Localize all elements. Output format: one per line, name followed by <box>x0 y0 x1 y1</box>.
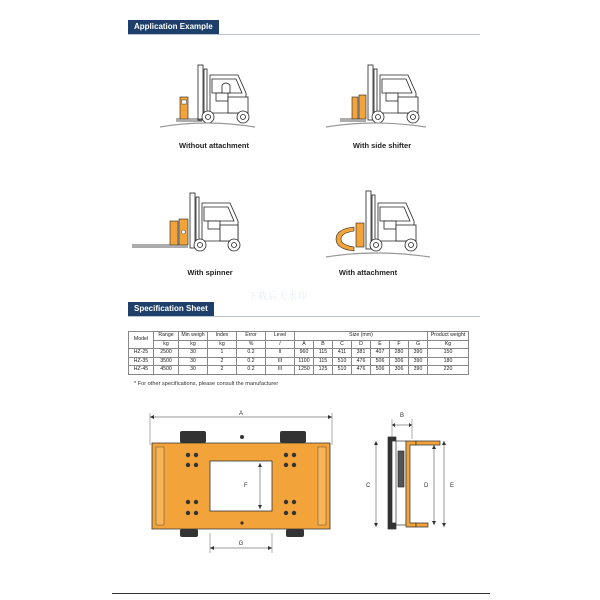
footnote: * For other specifications, please consult the manufacturer <box>134 381 279 387</box>
application-header-rule <box>128 34 480 35</box>
table-cell: 306 <box>390 366 409 375</box>
table-cell: 476 <box>352 366 371 375</box>
unit-cell: kg <box>154 340 179 349</box>
specification-section-header <box>128 302 214 316</box>
label-a: A <box>238 411 244 417</box>
label-g: G <box>238 541 244 547</box>
table-row <box>129 357 469 366</box>
unit-cell: C <box>333 340 352 349</box>
unit-cell: B <box>314 340 333 349</box>
table-cell: 1100 <box>295 357 314 366</box>
dimension-e <box>442 441 454 527</box>
page-bottom-rule <box>112 593 490 594</box>
example-caption-4: With attachment <box>338 268 398 277</box>
label-b: B <box>399 413 405 419</box>
header-min-weigh: Min weigh <box>179 332 208 341</box>
table-cell: 4500 <box>154 366 179 375</box>
table-cell: 1 <box>208 349 237 358</box>
table-cell: 0.2 <box>237 357 266 366</box>
table-cell: III <box>266 366 295 375</box>
label-e: E <box>450 483 455 489</box>
header-level: Level <box>266 332 295 341</box>
table-row <box>129 366 469 375</box>
table-cell: 30 <box>179 349 208 358</box>
table-cell: 407 <box>371 349 390 358</box>
unit-cell: % <box>237 340 266 349</box>
dimension-b <box>392 413 412 439</box>
table-cell: 506 <box>371 366 390 375</box>
dimension-g <box>210 533 272 553</box>
unit-cell: G <box>409 340 428 349</box>
specification-section-title: Specification Sheet <box>134 304 208 313</box>
side-shifter-plate <box>352 95 366 119</box>
specification-header-rule <box>128 316 480 317</box>
table-cell: 115 <box>314 349 333 358</box>
forklift-with-spinner <box>130 183 250 263</box>
dimension-d <box>424 445 436 525</box>
specification-table <box>128 331 469 375</box>
table-cell: 411 <box>333 349 352 358</box>
table-cell: HZ-45 <box>129 366 154 375</box>
unit-cell: / <box>266 340 295 349</box>
table-cell: 506 <box>371 357 390 366</box>
forklift-with-attachment <box>320 183 435 268</box>
front-view-drawing <box>140 405 340 560</box>
application-section-header <box>128 20 219 34</box>
unit-cell: D <box>352 340 371 349</box>
label-c: C <box>366 483 371 489</box>
unit-cell: F <box>390 340 409 349</box>
table-cell: 390 <box>409 349 428 358</box>
model-header: Model <box>129 332 154 349</box>
label-d: D <box>424 483 429 489</box>
example-caption-1: Without attachment <box>179 141 249 150</box>
table-cell: II <box>266 349 295 358</box>
table-cell: 390 <box>409 357 428 366</box>
forklift-without-attachment <box>150 55 260 135</box>
table-cell: 510 <box>333 357 352 366</box>
unit-cell: kg <box>208 340 237 349</box>
dimension-c <box>366 441 378 527</box>
header-error: Error <box>237 332 266 341</box>
table-cell: HZ-35 <box>129 357 154 366</box>
table-cell: HZ-25 <box>129 349 154 358</box>
label-f: F <box>244 483 248 489</box>
table-cell: 30 <box>179 366 208 375</box>
table-cell: 2500 <box>154 349 179 358</box>
table-cell: 3500 <box>154 357 179 366</box>
side-view-drawing <box>358 405 468 540</box>
carriage-top-hooks <box>180 431 306 443</box>
header-product-weight: Product weight <box>428 332 469 341</box>
table-cell: 180 <box>428 357 469 366</box>
table-cell: 306 <box>390 357 409 366</box>
table-cell: 220 <box>428 366 469 375</box>
forklift-with-side-shifter <box>316 55 431 135</box>
table-cell: 960 <box>295 349 314 358</box>
table-cell: 381 <box>352 349 371 358</box>
clamp-attachment <box>336 223 364 251</box>
header-size: Size (mm) <box>295 332 428 341</box>
carriage-bottom-hooks <box>180 529 304 537</box>
table-cell: III <box>266 357 295 366</box>
example-caption-2: With side shifter <box>352 141 412 150</box>
carriage-plate <box>152 443 330 529</box>
table-cell: 476 <box>352 357 371 366</box>
header-range: Range <box>154 332 179 341</box>
table-cell: 125 <box>314 366 333 375</box>
table-cell: 30 <box>179 357 208 366</box>
table-cell: 115 <box>314 357 333 366</box>
table-cell: 0.2 <box>237 366 266 375</box>
table-row <box>129 349 469 358</box>
header-index: Index <box>208 332 237 341</box>
table-cell: 510 <box>333 366 352 375</box>
watermark-text: 下载后无水印 <box>248 291 309 301</box>
load-crate <box>180 97 188 119</box>
unit-cell: E <box>371 340 390 349</box>
application-section-title: Application Example <box>134 22 213 31</box>
unit-cell: A <box>295 340 314 349</box>
spec-header-row-1 <box>129 332 469 341</box>
table-cell: 0.2 <box>237 349 266 358</box>
table-cell: 1250 <box>295 366 314 375</box>
spinner-unit <box>170 219 188 245</box>
table-cell: 2 <box>208 366 237 375</box>
side-profile <box>388 437 440 529</box>
unit-cell: Kg <box>428 340 469 349</box>
table-cell: 2 <box>208 357 237 366</box>
unit-cell: kg <box>179 340 208 349</box>
example-caption-3: With spinner <box>187 268 233 277</box>
table-cell: 150 <box>428 349 469 358</box>
table-cell: 390 <box>409 366 428 375</box>
spec-header-row-2 <box>129 340 469 349</box>
table-cell: 280 <box>390 349 409 358</box>
